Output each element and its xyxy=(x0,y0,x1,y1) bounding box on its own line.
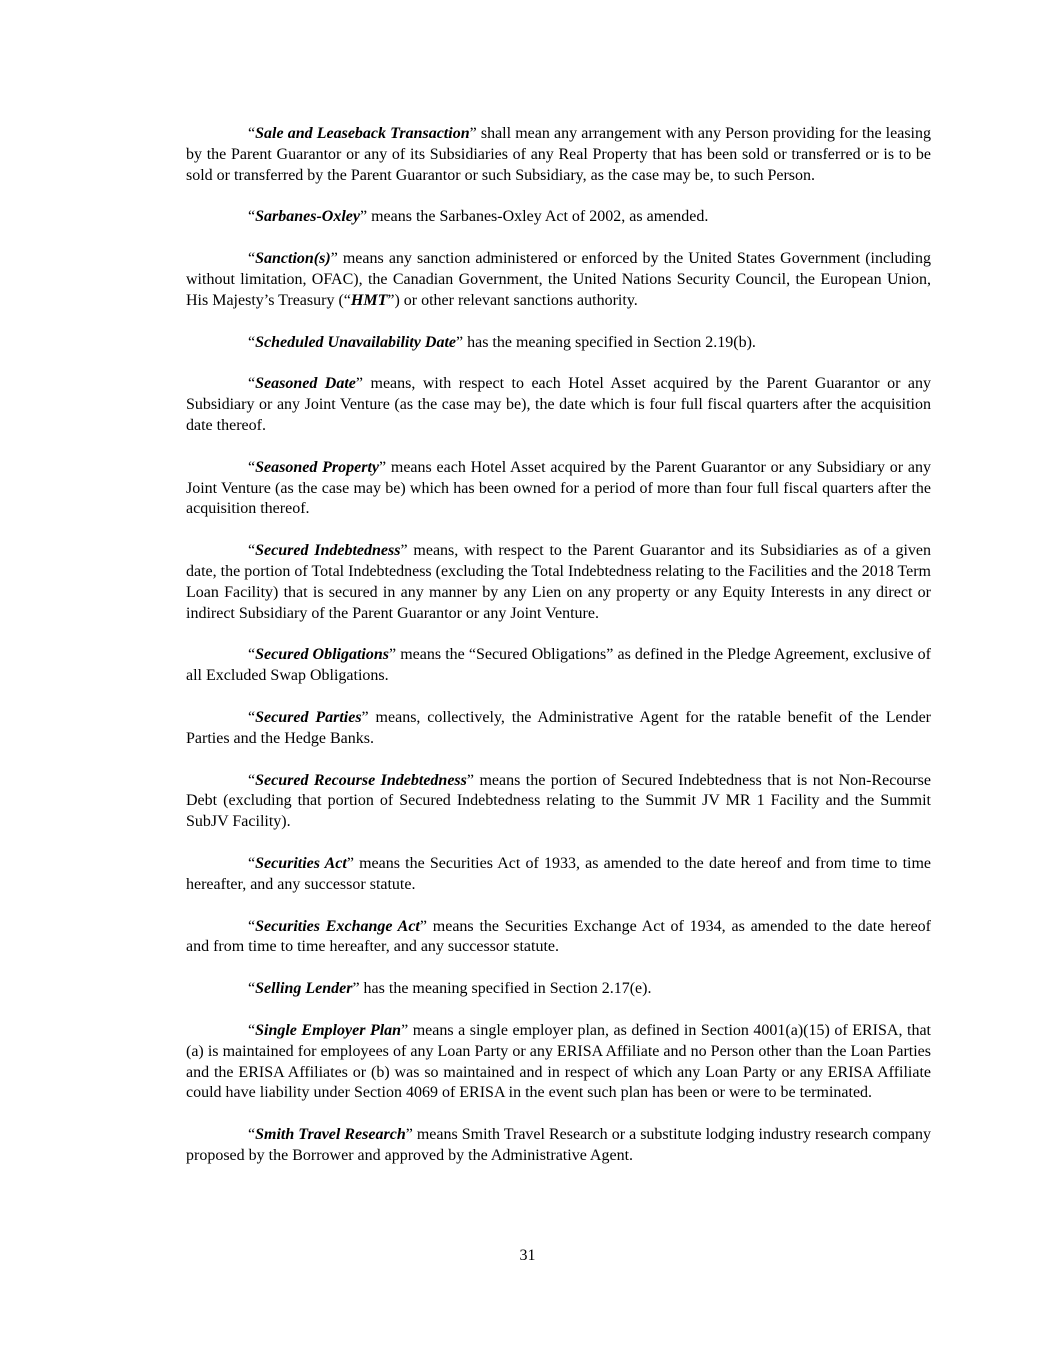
defined-term: Scheduled Unavailability Date xyxy=(255,333,456,351)
definition-text: ” means, collectively, the Administrative Agent for the ratable benefit of the Lender Parties and the Hedge Banks. xyxy=(186,708,931,747)
definition-text: ” means the “Secured Obligations” as defined in the Pledge Agreement, exclusive of all Excluded Swap Obligations. xyxy=(186,646,931,685)
defined-term: Securities Act xyxy=(255,854,347,872)
defined-term: Sarbanes-Oxley xyxy=(255,208,360,226)
definition-single-employer-plan: “Single Employer Plan” means a single employer plan, as defined in Section 4001(a)(15) of ERISA, that (a) is maintained for employees of any Loan Party or any ERISA Affiliate and no Person other than the Loan Parties and the ERISA Affiliates or (b) was so maintained and in respect of which any Loan Party or any ERISA Affiliate could have liability under Section 4069 of ERISA in the event such plan has been or were to be terminated. xyxy=(186,1021,931,1102)
definition-scheduled-unavailability-date: “Scheduled Unavailability Date” has the meaning specified in Section 2.19(b). xyxy=(248,333,756,351)
definition-smith-travel-research: “Smith Travel Research” means Smith Travel Research or a substitute lodging industry research company proposed by the Borrower and approved by the Administrative Agent. xyxy=(186,1126,932,1164)
defined-term: Selling Lender xyxy=(255,980,353,998)
defined-term: Securities Exchange Act xyxy=(255,917,420,935)
definition-sarbanes-oxley: “Sarbanes-Oxley” means the Sarbanes-Oxley Act of 2002, as amended. xyxy=(248,208,709,226)
definition-text: ” means each Hotel Asset acquired by the Parent Guarantor or any Subsidiary or any Joint Venture (as the case may be) which has been owned for a period of more than four full fiscal quarters after the acquisition thereof. xyxy=(186,458,931,518)
definition-text: ” has the meaning specified in Section 2.19(b). xyxy=(455,333,756,351)
definition-text: ” means Smith Travel Research or a substitute lodging industry research company proposed by the Borrower and approved by the Administrative Agent. xyxy=(186,1126,932,1164)
definition-sale-and-leaseback-transaction: “Sale and Leaseback Transaction” shall mean any arrangement with any Person providing for the leasing by the Parent Guarantor or any of its Subsidiaries of any Real Property that has been sold or transferred or is to be sold or transferred by the Parent Guarantor or such Subsidiary, as the case may be, to such Person. xyxy=(186,125,931,184)
document-body xyxy=(186,124,931,1188)
definition-text: ” means, with respect to the Parent Guarantor and its Subsidiaries as of a given date, the portion of Total Indebtedness (excluding the Total Indebtedness relating to the Facilities and the 2018 Term Loan Facility) that is secured in any manner by any Lien on any property or any Equity Interests in any direct or indirect Subsidiary of the Parent Guarantor or any Joint Venture. xyxy=(186,542,931,622)
definition-text: ” means the portion of Secured Indebtedness that is not Non-Recourse Debt (excluding that portion of Secured Indebtedness relating to the Summit JV MR 1 Facility and the Summit SubJV Facility). xyxy=(186,771,931,831)
definition-text: ” means the Sarbanes-Oxley Act of 2002, as amended. xyxy=(360,208,709,226)
definition-seasoned-date: “Seasoned Date” means, with respect to each Hotel Asset acquired by the Parent Guarantor or any Subsidiary or any Joint Venture (as the case may be), the date which is four full fiscal quarters after the acquisition date thereof. xyxy=(186,375,932,434)
defined-term: Sanction(s) xyxy=(255,250,331,268)
definition-selling-lender: “Selling Lender” has the meaning specified in Section 2.17(e). xyxy=(248,980,652,998)
definition-securities-exchange-act: “Securities Exchange Act” means the Securities Exchange Act of 1934, as amended to the date hereof and from time to time hereafter, and any successor statute. xyxy=(186,917,932,956)
page-number: 31 xyxy=(519,1247,536,1264)
defined-term: Sale and Leaseback Transaction xyxy=(255,125,470,142)
defined-term: Secured Obligations xyxy=(255,646,390,664)
definition-secured-recourse-indebtedness: “Secured Recourse Indebtedness” means the portion of Secured Indebtedness that is not Non-Recourse Debt (excluding that portion of Secured Indebtedness relating to the Summit JV MR 1 Facility and the Summit SubJV Facility). xyxy=(186,771,931,831)
definition-securities-act: “Securities Act” means the Securities Act of 1933, as amended to the date hereof and from time to time hereafter, and any successor statute. xyxy=(186,854,932,893)
defined-term: Secured Recourse Indebtedness xyxy=(255,771,467,789)
defined-term: Secured Parties xyxy=(255,708,362,726)
definition-secured-obligations: “Secured Obligations” means the “Secured Obligations” as defined in the Pledge Agreement, exclusive of all Excluded Swap Obligations. xyxy=(186,646,931,685)
defined-term: Seasoned Date xyxy=(255,375,356,393)
definition-text: ” has the meaning specified in Section 2.17(e). xyxy=(352,980,652,998)
definition-sanctions: “Sanction(s)” means any sanction administered or enforced by the United States Government (including without limitation, OFAC), the Canadian Government, the United Nations Security Council, the European Union, His Majesty’s Treasury (“HMT”) or other relevant sanctions authority. xyxy=(186,250,931,309)
definition-text: ” means the Securities Act of 1933, as amended to the date hereof and from time to time hereafter, and any successor statute. xyxy=(186,854,932,893)
defined-term: Secured Indebtedness xyxy=(255,542,401,560)
definition-secured-parties: “Secured Parties” means, collectively, the Administrative Agent for the ratable benefit of the Lender Parties and the Hedge Banks. xyxy=(186,708,931,747)
definition-text: ” means any sanction administered or enforced by the United States Government (including without limitation, OFAC), the Canadian Government, the United Nations Security Council, the European Union, His Majesty’s Treasury (“ xyxy=(186,250,931,309)
definition-text: ” means the Securities Exchange Act of 1934, as amended to the date hereof and from time to time hereafter, and any successor statute. xyxy=(186,917,932,956)
definition-secured-indebtedness: “Secured Indebtedness” means, with respect to the Parent Guarantor and its Subsidiaries as of a given date, the portion of Total Indebtedness (excluding the Total Indebtedness relating to the Facilities and the 2018 Term Loan Facility) that is secured in any manner by any Lien on any property or any Equity Interests in any direct or indirect Subsidiary of the Parent Guarantor or any Joint Venture. xyxy=(186,542,931,622)
definition-text: ” shall mean any arrangement with any Person providing for the leasing by the Parent Guarantor or any of its Subsidiaries of any Real Property that has been sold or transferred or is to be sold or transferred by the Parent Guarantor or such Subsidiary, as the case may be, to such Person. xyxy=(186,125,931,184)
definition-text: ” means a single employer plan, as defined in Section 4001(a)(15) of ERISA, that (a) is maintained for employees of any Loan Party or any ERISA Affiliate and no Person other than the Loan Parties and the ERISA Affiliates or (b) was so maintained and in respect of which any Loan Party or any ERISA Affiliate could have liability under Section 4069 of ERISA in the event such plan has been or were to be terminated. xyxy=(186,1021,931,1102)
definition-text: ” means, with respect to each Hotel Asset acquired by the Parent Guarantor or any Subsidiary or any Joint Venture (as the case may be), the date which is four full fiscal quarters after the acquisition date thereof. xyxy=(186,375,932,434)
defined-term-hmt: HMT xyxy=(350,291,388,309)
definition-text-continued: ”) or other relevant sanctions authority. xyxy=(387,291,638,309)
definition-seasoned-property: “Seasoned Property” means each Hotel Asset acquired by the Parent Guarantor or any Subsidiary or any Joint Venture (as the case may be) which has been owned for a period of more than four full fiscal quarters after the acquisition thereof. xyxy=(186,458,931,518)
defined-term: Smith Travel Research xyxy=(255,1126,406,1144)
defined-term: Single Employer Plan xyxy=(255,1021,402,1039)
defined-term: Seasoned Property xyxy=(255,458,379,476)
